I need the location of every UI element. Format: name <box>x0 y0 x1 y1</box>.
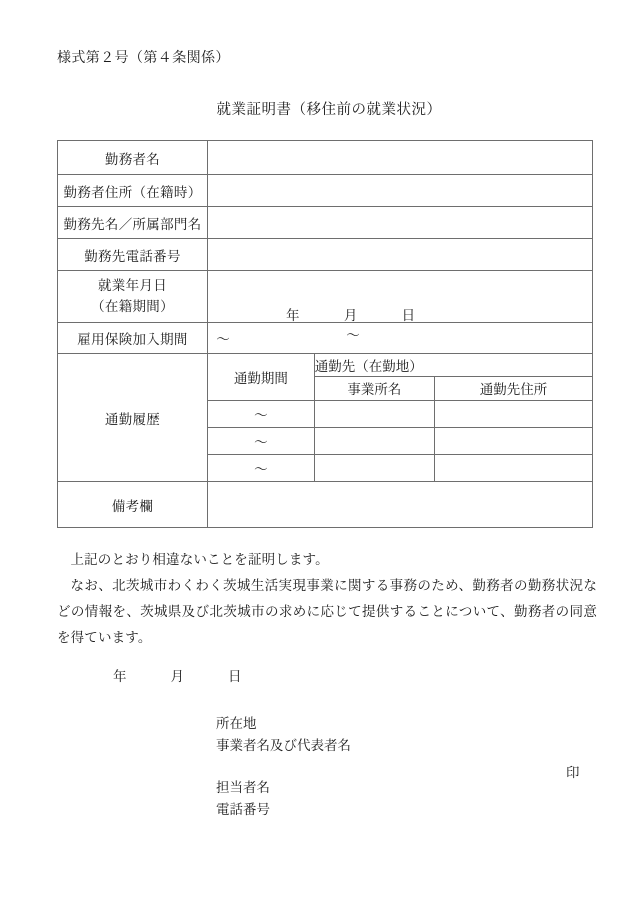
field-workplace-phone[interactable] <box>208 239 593 271</box>
commute-office-1[interactable] <box>314 400 434 427</box>
label-worker-name: 勤務者名 <box>58 141 208 175</box>
commute-header-row-1 <box>208 354 592 376</box>
label-commute-history: 通勤履歴 <box>58 354 208 482</box>
field-workplace-name[interactable] <box>208 207 593 239</box>
table-row-workplace-name <box>58 207 593 239</box>
table-row-remarks <box>58 482 593 528</box>
commute-address-1[interactable] <box>435 400 592 427</box>
label-insurance-period: 雇用保険加入期間 <box>58 323 208 354</box>
seal-stamp-marker: 印 <box>566 765 580 780</box>
employment-period-tilde: ～ <box>346 327 360 343</box>
label-worker-address: 勤務者住所（在籍時） <box>58 175 208 207</box>
table-row-insurance-period <box>58 323 593 354</box>
commute-period-2[interactable]: ～ <box>208 427 314 454</box>
table-row-workplace-phone <box>58 239 593 271</box>
label-workplace-name: 勤務先名／所属部門名 <box>58 207 208 239</box>
table-row-worker-name <box>58 141 593 175</box>
employment-certificate-table <box>57 140 593 528</box>
header-commute-destination: 通勤先（在勤地） <box>314 354 592 376</box>
header-office-name: 事業所名 <box>314 376 434 400</box>
commute-period-3[interactable]: ～ <box>208 454 314 481</box>
table-row-worker-address <box>58 175 593 207</box>
employment-year-label: 年 <box>286 307 300 323</box>
commute-history-subtable-cell <box>208 354 593 482</box>
commute-entry-row <box>208 427 592 454</box>
field-insurance-period[interactable] <box>208 323 593 354</box>
document-title: 就業証明書（移住前の就業状況） <box>216 102 442 118</box>
label-contact-person: 担当者名 <box>216 779 270 795</box>
label-remarks: 備考欄 <box>58 482 208 528</box>
field-worker-address[interactable] <box>208 175 593 207</box>
employment-month-label: 月 <box>343 307 358 323</box>
commute-entry-row <box>208 454 592 481</box>
signature-fields <box>216 713 351 820</box>
signature-month-label: 月 <box>170 669 184 684</box>
body-line-1: 上記のとおり相違ないことを証明します。 <box>70 552 329 567</box>
employment-day-label: 日 <box>401 307 416 323</box>
signature-day-label: 日 <box>228 669 242 684</box>
field-employment-period[interactable] <box>208 271 593 343</box>
signature-spacer <box>216 757 351 777</box>
commute-period-1[interactable]: ～ <box>208 400 314 427</box>
label-workplace-phone: 勤務先電話番号 <box>58 239 208 271</box>
field-worker-name[interactable] <box>208 141 593 175</box>
label-business-and-representative: 事業者名及び代表者名 <box>216 737 351 753</box>
body-text <box>57 547 597 651</box>
body-line-2: なお、北茨城市わくわく茨城生活実現事業に関する事務のため、勤務者の勤務状況などの情報を、茨城県及び北茨城市の求めに応じて提供することについて、勤務者の同意を得ています。 <box>57 577 597 645</box>
insurance-period-tilde: ～ <box>216 332 230 347</box>
header-commute-address: 通勤先住所 <box>435 376 592 400</box>
commute-address-2[interactable] <box>435 427 592 454</box>
label-employment-period-line1: 就業年月日 <box>98 277 167 293</box>
label-employment-period <box>58 271 208 323</box>
table-row-commute-history <box>58 354 593 482</box>
table-row-employment-period <box>58 271 593 323</box>
label-phone-number: 電話番号 <box>216 801 270 817</box>
commute-office-3[interactable] <box>314 454 434 481</box>
employment-date-placeholders <box>286 304 415 324</box>
label-employment-period-line2: （在籍期間） <box>91 298 174 314</box>
signature-year-label: 年 <box>113 669 127 684</box>
commute-office-2[interactable] <box>314 427 434 454</box>
field-remarks[interactable] <box>208 482 593 528</box>
commute-entry-row <box>208 400 592 427</box>
commute-address-3[interactable] <box>435 454 592 481</box>
label-location: 所在地 <box>216 716 257 731</box>
header-commute-period: 通勤期間 <box>208 354 314 400</box>
commute-history-table <box>208 354 592 481</box>
form-number: 様式第２号（第４条関係） <box>57 51 230 66</box>
signature-date[interactable] <box>113 665 242 685</box>
